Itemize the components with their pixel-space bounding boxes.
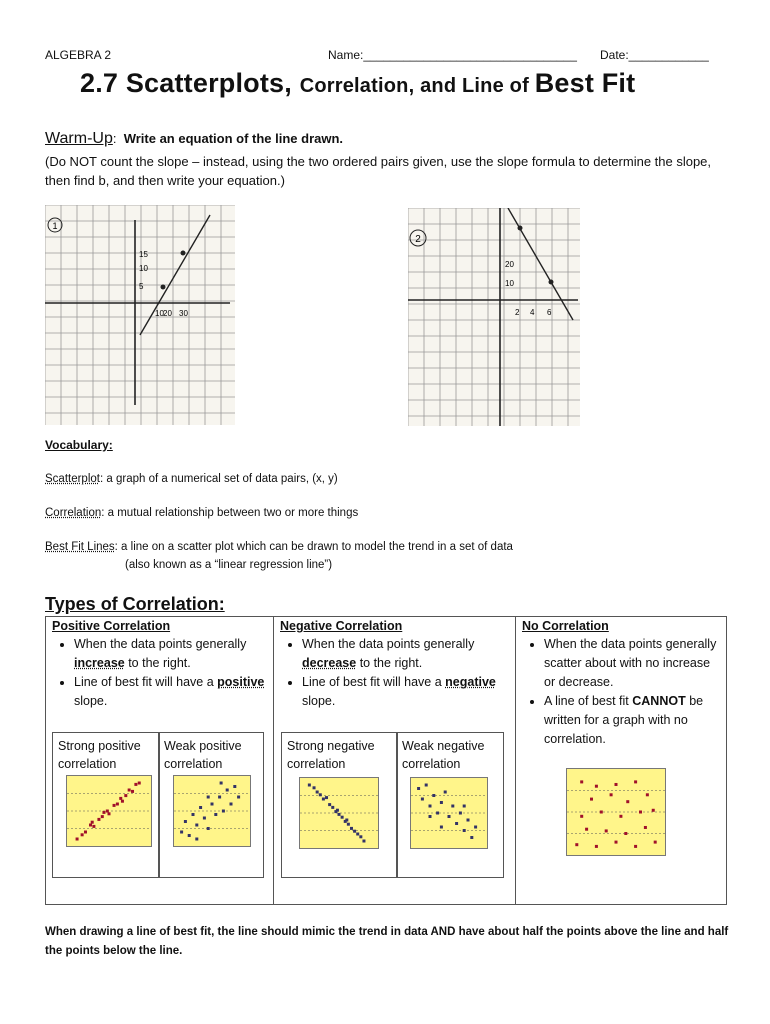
scatter-point [192,813,195,816]
graph-2-xtick: 6 [547,308,552,317]
scatter-point [195,838,198,841]
scatter-point [575,843,578,846]
scatter-point [605,829,608,832]
no-correlation-bullet-2: • A line of best fit CANNOT be written for a graph with no correlation. [544,692,720,749]
scatter-point [128,789,131,792]
graph-1-ytick: 10 [139,264,148,273]
correlation-definition: Correlation: a mutual relationship between two or more things [45,507,359,519]
scatter-point [644,826,647,829]
scatter-point [347,823,350,826]
scatter-point [425,784,428,787]
scatter-point [106,810,109,813]
scatter-point [218,796,221,799]
scatter-point [226,789,229,792]
course-label: ALGEBRA 2 [45,48,112,62]
scatter-point [92,825,95,828]
scatter-point [356,833,359,836]
scatter-point [345,819,348,822]
graph-1-xtick: 10 [155,309,164,318]
scatter-point [590,798,593,801]
scatter-point [91,821,94,824]
scatter-point [463,805,466,808]
scatter-point [89,824,92,827]
scatterplot-definition: Scatterplot: a graph of a numerical set of data pairs, (x, y) [45,473,338,485]
warmup-heading: Warm-Up: Write an equation of the line drawn. [45,130,344,147]
weak-negative-label: Weak negative correlation [402,739,485,771]
scatter-point [97,818,100,821]
scatter-point [308,784,311,787]
scatter-point [615,783,618,786]
scatter-point [121,800,124,803]
graph-2-number: 2 [415,234,421,245]
scatter-point [76,838,79,841]
graph-1-ytick: 15 [139,250,148,259]
graph-2-ytick: 20 [505,260,514,269]
scatter-point [203,817,206,820]
no-correlation-title: No Correlation [522,619,609,633]
scatter-point [331,806,334,809]
scatter-point [313,786,316,789]
graph-1-xtick: 20 [163,309,172,318]
scatter-point [233,785,236,788]
weak-positive-label: Weak positive correlation [164,739,242,771]
footer-note: When drawing a line of best fit, the line should mimic the trend in data AND have about half the points above the line and half the points below the line. [45,926,729,957]
scatter-point [138,782,141,785]
graph-2 [408,208,580,426]
scatter-point [580,780,583,783]
scatter-point [325,796,328,799]
scatter-point [207,827,210,830]
scatter-point [353,830,356,833]
scatter-point [195,824,198,827]
scatter-point [222,810,225,813]
scatter-point [322,798,325,801]
scatter-point [338,813,341,816]
scatter-point [448,815,451,818]
scatter-point [595,845,598,848]
scatter-point [421,798,424,801]
scatter-point [119,797,122,800]
graph-2-xtick: 4 [530,308,535,317]
scatter-point [624,832,627,835]
scatter-point [237,796,240,799]
scatter-point [220,782,223,785]
negative-title: Negative Correlation [280,619,403,633]
scatter-point [646,793,649,796]
scatter-point [319,793,322,796]
scatter-point [211,803,214,806]
strong-negative-label: Strong negative correlation [287,739,375,771]
positive-bullet-2: • Line of best fit will have a positive slope. [74,673,267,711]
scatter-point [595,785,598,788]
scatter-point [102,811,105,814]
scatter-point [214,813,217,816]
scatter-point [639,811,642,814]
scatter-point [463,829,466,832]
scatter-point [180,831,183,834]
name-field[interactable]: Name:________________________________ [328,48,577,62]
scatter-point [580,815,583,818]
scatter-point [634,845,637,848]
scatter-point [131,790,134,793]
scatter-point [84,831,87,834]
positive-bullet-1: • When the data points generally increase to the right. [74,635,267,673]
scatter-point [467,819,470,822]
graph-1-xtick: 30 [179,309,188,318]
scatter-point [654,841,657,844]
scatter-point [101,815,104,818]
scatter-point [124,794,127,797]
warmup-note: (Do NOT count the slope – instead, using the two ordered pairs given, use the slope formula to determine the slope, then find b, and then write your equation.) [45,154,712,188]
types-heading: Types of Correlation: [45,594,225,614]
scatter-point [188,834,191,837]
scatter-point [474,826,477,829]
scatter-point [207,796,210,799]
scatter-point [470,836,473,839]
graph-1-ytick: 5 [139,282,144,291]
page-title: 2.7 Scatterplots, Correlation, and Line of Best Fit [80,68,636,98]
negative-bullet-1: • When the data points generally decrease to the right. [302,635,509,673]
scatter-point [108,812,111,815]
scatter-point [113,804,116,807]
scatter-point [459,812,462,815]
scatter-point [336,809,339,812]
weak-negative-plot [410,777,488,849]
strong-positive-label: Strong positive correlation [58,739,141,771]
no-correlation-cell [516,617,727,905]
scatter-point [199,806,202,809]
scatter-point [184,820,187,823]
weak-positive-plot [173,775,251,847]
scatter-point [440,801,443,804]
date-field[interactable]: Date:____________ [600,48,709,62]
scatter-point [634,780,637,783]
scatter-point [444,791,447,794]
graph-1-number: 1 [52,221,58,231]
scatter-point [600,811,603,814]
scatter-point [436,812,439,815]
scatter-point [652,809,655,812]
scatter-point [432,794,435,797]
negative-bullet-2: • Line of best fit will have a negative slope. [302,673,509,711]
scatter-point [350,827,353,830]
scatter-point [619,815,622,818]
graph-2-xtick: 2 [515,308,520,317]
vocabulary-heading: Vocabulary: [45,438,113,452]
scatter-point [615,841,618,844]
scatter-point [626,800,629,803]
strong-negative-plot [299,777,379,849]
graph-2-ytick: 10 [505,279,514,288]
scatter-point [328,803,331,806]
scatter-point [440,826,443,829]
scatter-point [362,840,365,843]
scatter-point [230,803,233,806]
scatter-point [341,816,344,819]
strong-positive-plot [66,775,152,847]
scatter-point [81,833,84,836]
scatter-point [610,793,613,796]
bestfit-note: (also known as a “linear regression line”) [125,559,333,571]
scatter-point [417,787,420,790]
scatter-point [455,822,458,825]
bestfit-definition: Best Fit Lines: a line on a scatter plot which can be drawn to model the trend in a set of data [45,541,513,553]
scatter-point [116,803,119,806]
scatter-point [134,783,137,786]
no-correlation-plot [566,768,666,856]
scatter-point [429,815,432,818]
scatter-point [359,835,362,838]
scatter-point [429,805,432,808]
scatter-point [451,805,454,808]
graph-1 [45,205,235,425]
no-correlation-bullet-1: • When the data points generally scatter about with no increase or decrease. [544,635,720,692]
scatter-point [585,828,588,831]
positive-title: Positive Correlation [52,619,171,633]
scatter-point [316,791,319,794]
